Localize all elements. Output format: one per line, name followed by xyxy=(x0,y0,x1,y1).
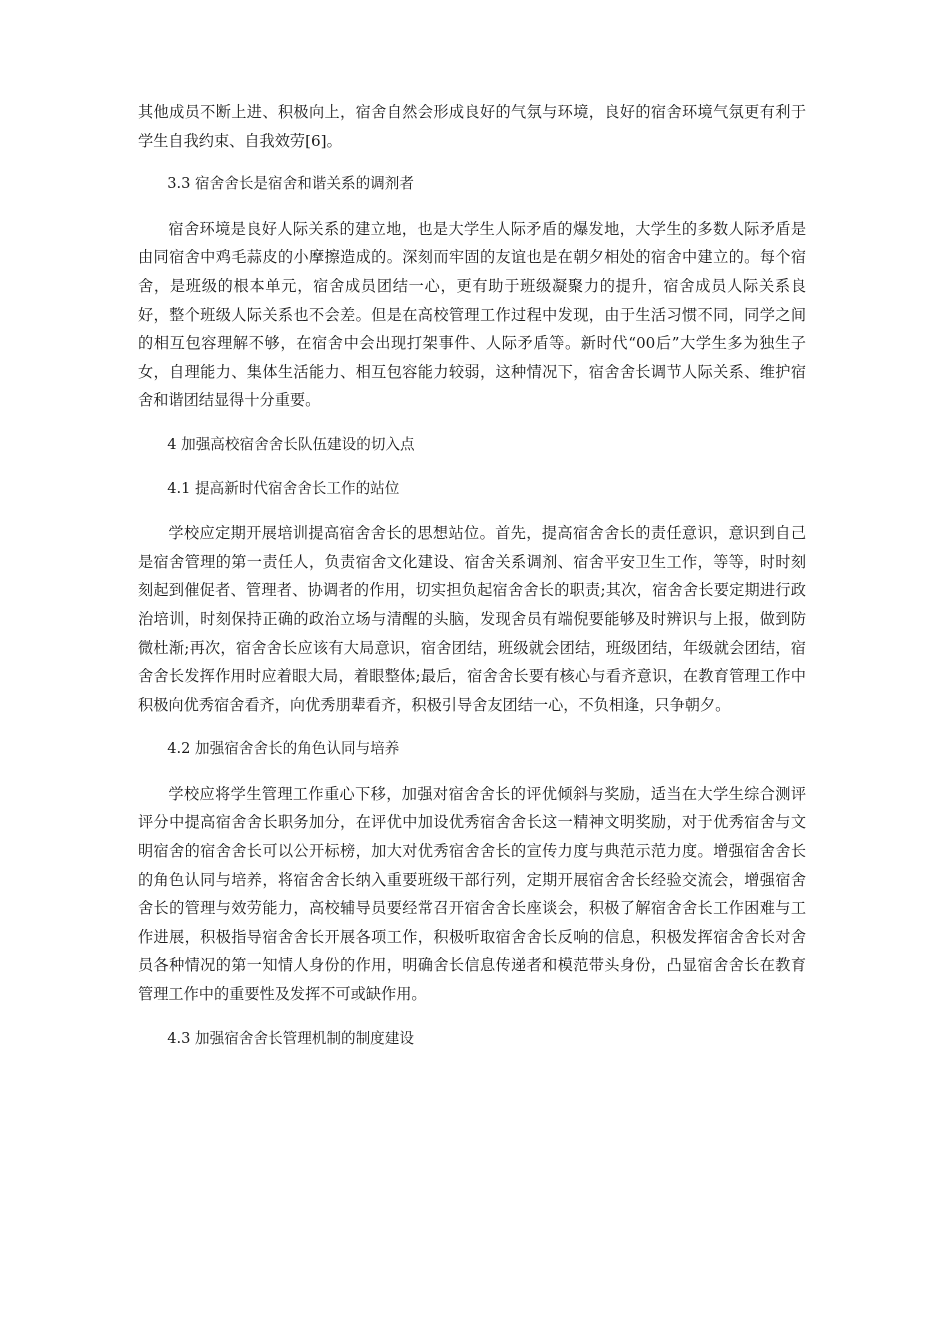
paragraph-3-3: 宿舍环境是良好人际关系的建立地，也是大学生人际矛盾的爆发地，大学生的多数人际矛盾是由同宿舍中鸡毛蒜皮的小摩擦造成的。深刻而牢固的友谊也是在朝夕相处的宿舍中建立的。每个宿舍，是班级的根本单元，宿舍成员团结一心，更有助于班级凝聚力的提升，宿舍成员人际关系良好，整个班级人际关系也不会差。但是在高校管理工作过程中发现，由于生活习惯不同，同学之间的相互包容理解不够，在宿舍中会出现打架事件、人际矛盾等。新时代“00后”大学生多为独生子女，自理能力、集体生活能力、相互包容能力较弱，这种情况下，宿舍舍长调节人际关系、维护宿舍和谐团结显得十分重要。 xyxy=(138,219,806,410)
section-heading-3-3: 3.3 宿舍舍长是宿舍和谐关系的调剂者 xyxy=(167,175,414,193)
section-heading-4-1: 4.1 提高新时代宿舍舍长工作的站位 xyxy=(167,479,400,497)
paragraph-4-1: 学校应定期开展培训提高宿舍舍长的思想站位。首先，提高宿舍舍长的责任意识，意识到自己是宿舍管理的第一责任人，负责宿舍文化建设、宿舍关系调剂、宿舍平安卫生工作，等等，时时刻刻起到催促者、管理者、协调者的作用，切实担负起宿舍舍长的职责;其次，宿舍舍长要定期进行政治培训，时刻保持正确的政治立场与清醒的头脑，发现舍员有端倪要能够及时辨识与上报，做到防微杜渐;再次，宿舍舍长应该有大局意识，宿舍团结，班级就会团结，班级团结，年级就会团结，宿舍舍长发挥作用时应着眼大局，着眼整体;最后，宿舍舍长要有核心与看齐意识，在教育管理工作中积极向优秀宿舍看齐，向优秀朋辈看齐，积极引导舍友团结一心，不负相逢，只争朝夕。 xyxy=(138,524,806,714)
document-page xyxy=(138,98,806,1053)
section-heading-4-2: 4.2 加强宿舍舍长的角色认同与培养 xyxy=(167,740,400,758)
section-heading-4-3: 4.3 加强宿舍舍长管理机制的制度建设 xyxy=(167,1029,414,1047)
paragraph-4-2: 学校应将学生管理工作重心下移，加强对宿舍舍长的评优倾斜与奖励，适当在大学生综合测评评分中提高宿舍舍长职务加分，在评优中加设优秀宿舍舍长这一精神文明奖励，对于优秀宿舍与文明宿舍的宿舍舍长可以公开标榜，加大对优秀宿舍舍长的宣传力度与典范示范力度。增强宿舍舍长的角色认同与培养，将宿舍舍长纳入重要班级干部行列，定期开展宿舍舍长经验交流会，增强宿舍舍长的管理与效劳能力，高校辅导员要经常召开宿舍舍长座谈会，积极了解宿舍舍长工作困难与工作进展，积极指导宿舍舍长开展各项工作，积极听取宿舍舍长反响的信息，积极发挥宿舍舍长对舍员各种情况的第一知情人身份的作用，明确舍长信息传递者和模范带头身份，凸显宿舍舍长在教育管理工作中的重要性及发挥不可或缺作用。 xyxy=(138,784,806,1004)
section-heading-4: 4 加强高校宿舍舍长队伍建设的切入点 xyxy=(167,435,415,453)
paragraph-intro: 其他成员不断上进、积极向上，宿舍自然会形成良好的气氛与环境，良好的宿舍环境气氛更有利于学生自我约束、自我效劳[6]。 xyxy=(138,103,806,150)
